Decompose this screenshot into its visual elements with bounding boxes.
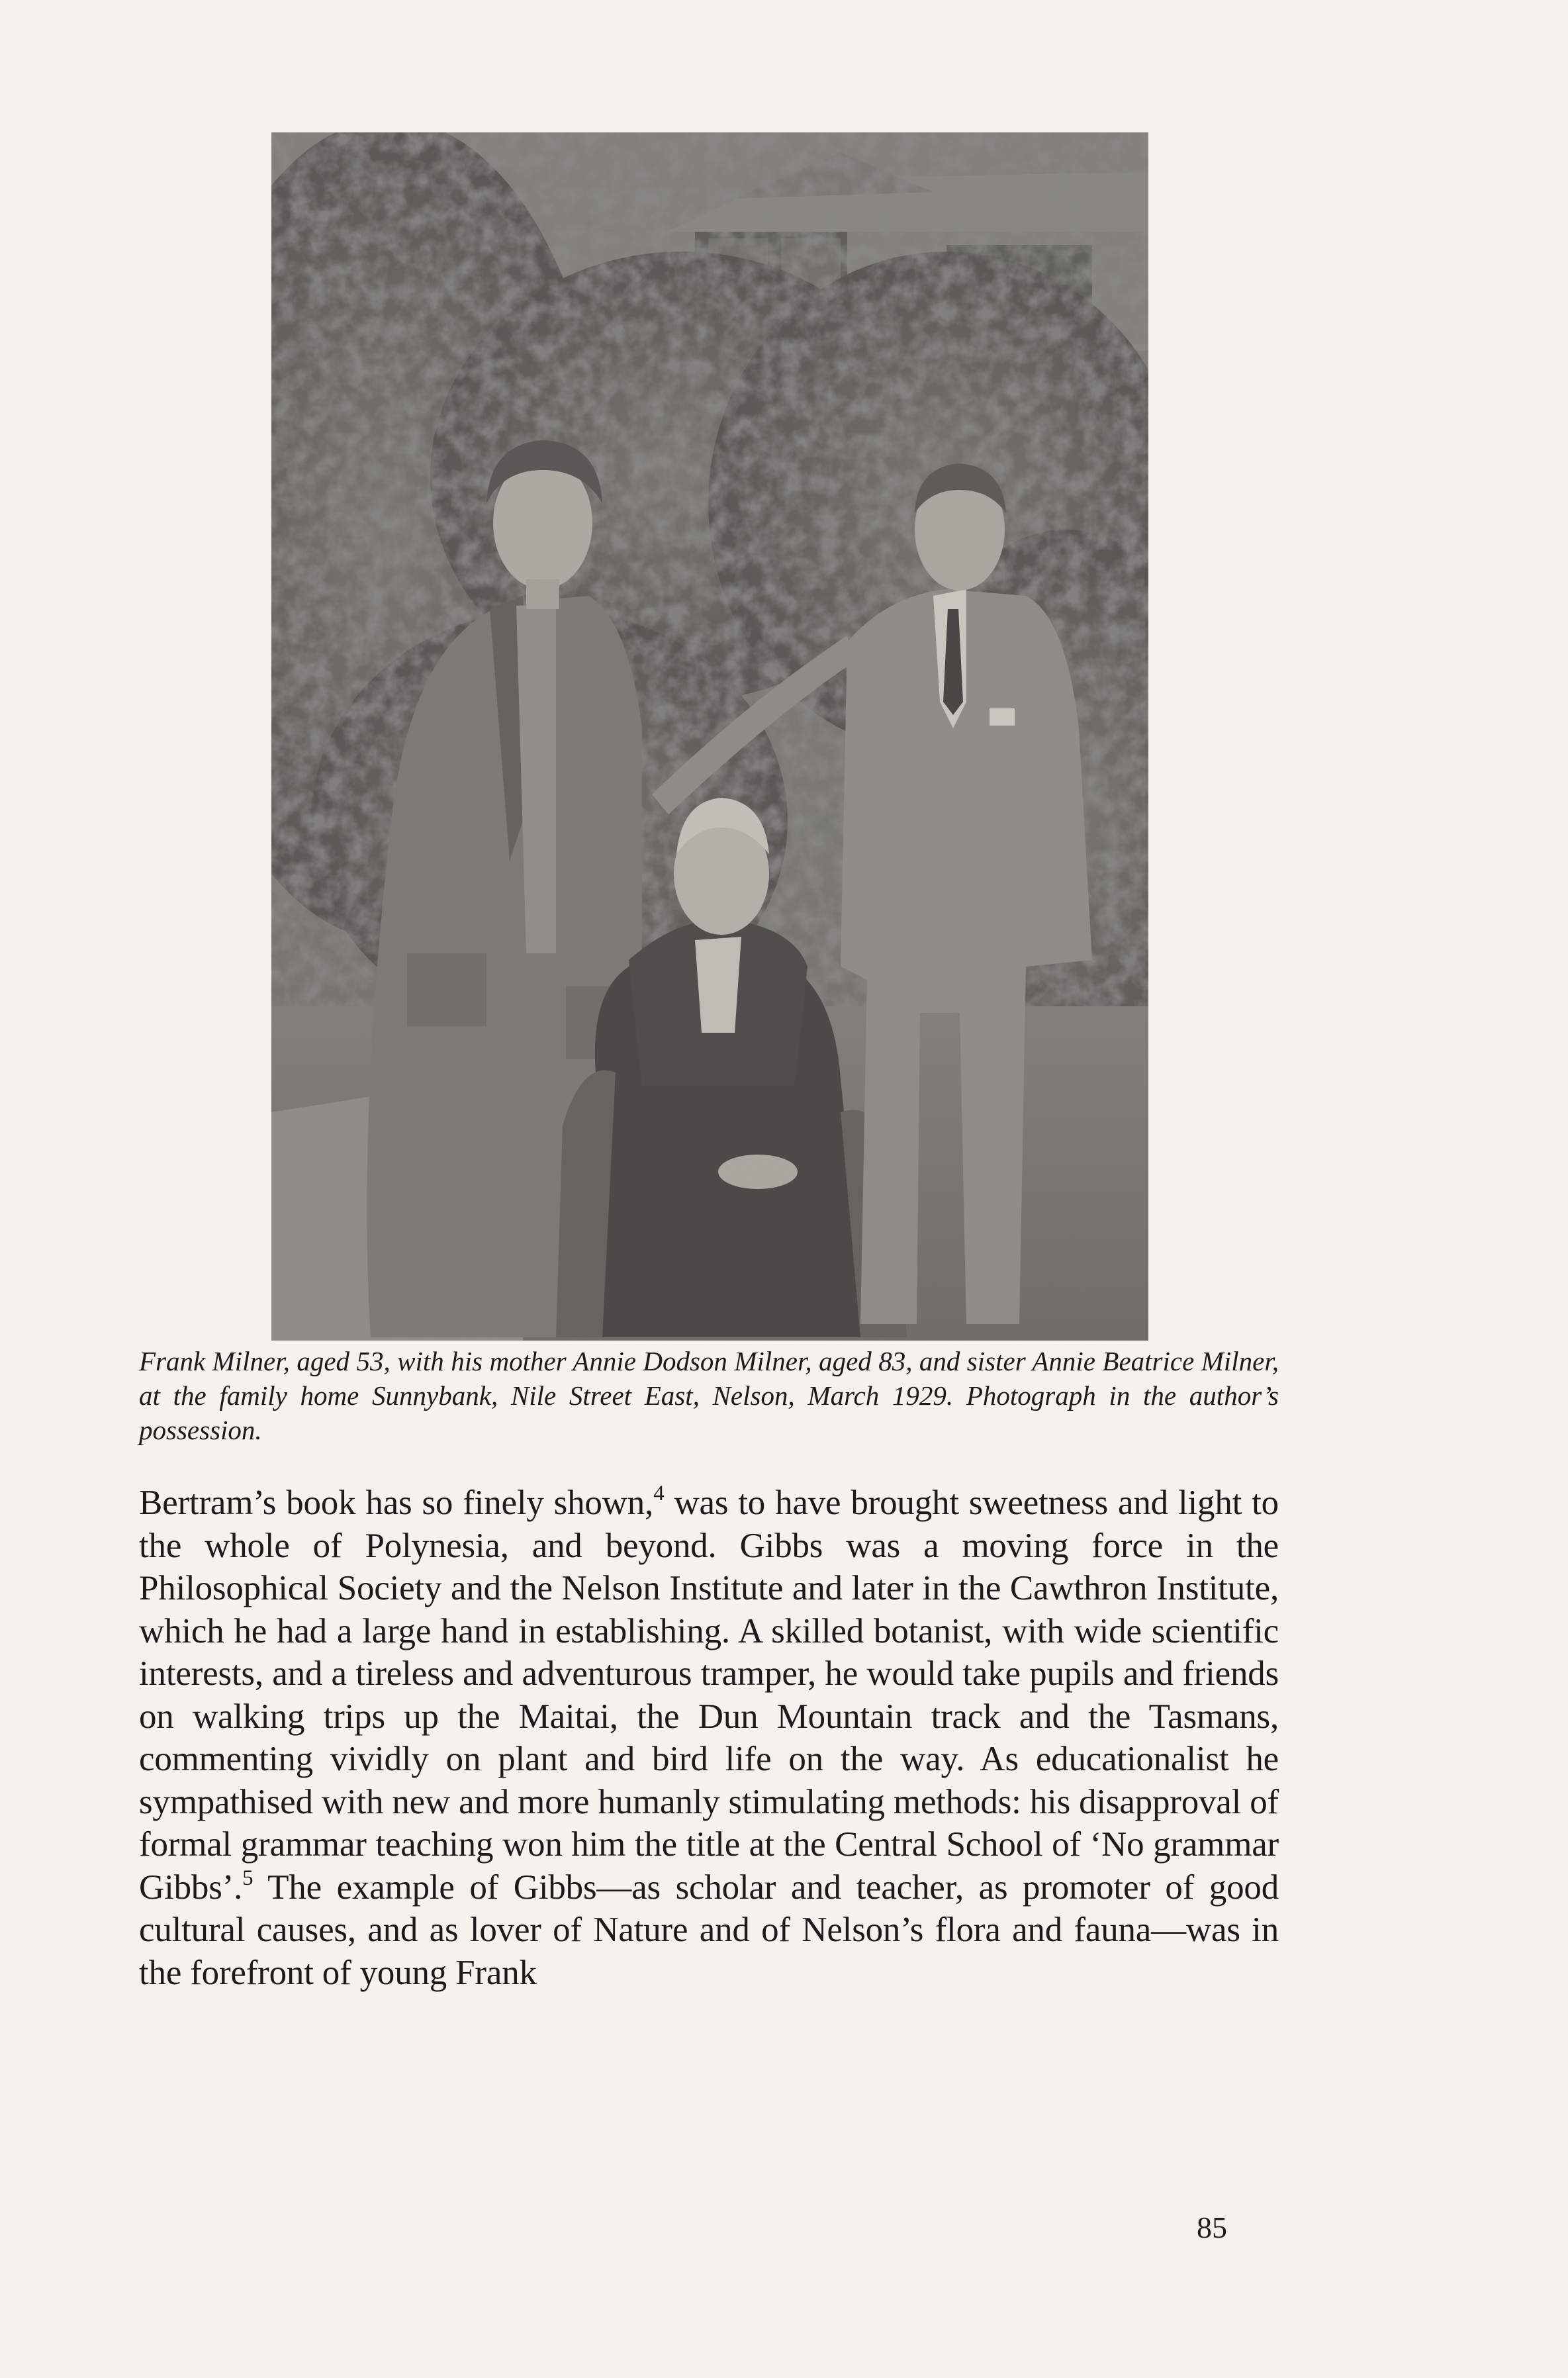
photo-caption: Frank Milner, aged 53, with his mother Annie Dodson Milner, aged 83, and sister Annie Beatrice Milner, at the family home Sunnybank, Nile Street East, Nelson, March 1929. Photograph in the author’s possession.: [139, 1346, 1279, 1445]
body-text-part-1: Bertram’s book has so finely shown,: [139, 1484, 654, 1522]
footnote-marker-5[interactable]: 5: [242, 1866, 254, 1890]
reverse-page-bleed-through: [1145, 126, 1502, 1317]
body-text-part-3: The example of Gibbs—as scholar and teacher, as promoter of good cultural causes, and as lover of Nature and of Nelson’s flora and fauna—was in the forefront of young Frank: [139, 1868, 1279, 1992]
family-photograph: [271, 132, 1148, 1341]
body-text-part-2: was to have brought sweetness and light to the whole of Polynesia, and beyond. Gibbs was a moving force in the Philosophical Society and the Nelson Institute and later in the Cawthron Institute, which he had a large hand in establishing. A skilled botanist, with wide scientific interests, and a tireless and adventurous tramper, he would take pupils and friends on walking trips up the Maitai, the Dun Mountain track and the Tasmans, commenting vividly on plant and bird life on the way. As educationalist he sympathised with new and more humanly stimulating methods: his disapproval of formal grammar teaching won him the title at the Central School of ‘No grammar Gibbs’.: [139, 1484, 1279, 1907]
body-paragraph: [139, 1482, 1279, 1994]
footnote-marker-4[interactable]: 4: [653, 1482, 665, 1506]
photograph-illustration: [271, 132, 1148, 1341]
page-number: 85: [1197, 2211, 1227, 2244]
